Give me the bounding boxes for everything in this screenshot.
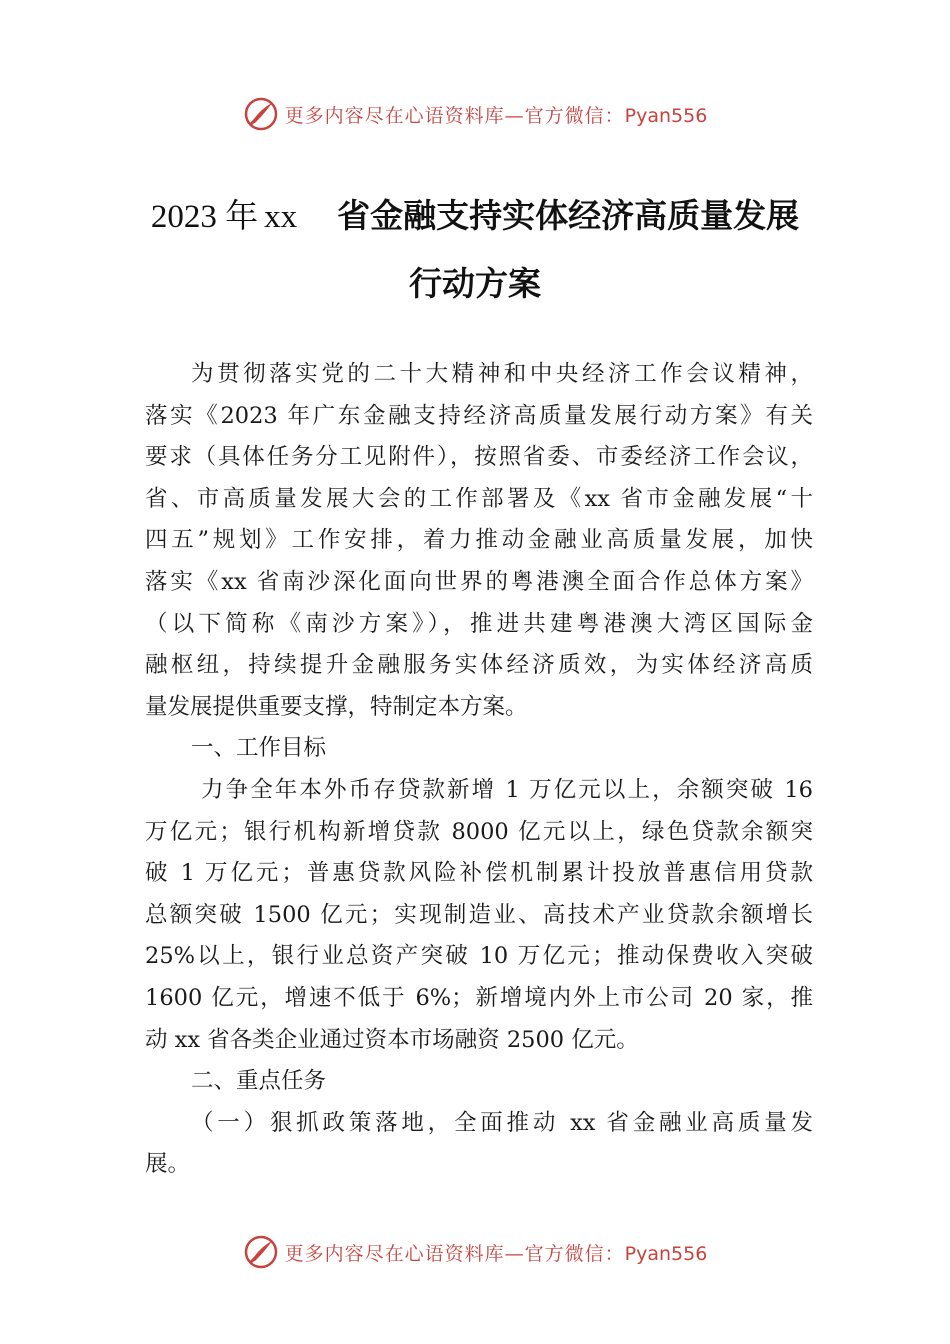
document-body [145,354,813,1186]
document-title-line2: 行动方案 [409,264,541,303]
paragraph-line: 1600 亿元，增速不低于 6%；新增境内外上市公司 20 家，推 [145,984,813,1011]
section-heading: 一、工作目标 [191,735,327,762]
paragraph-line: 要求（具体任务分工见附件），按照省委、市委经济工作会议， [145,444,813,471]
subsection-heading-line: 展。 [145,1151,191,1178]
header-banner [0,94,950,134]
paragraph-line: （以下简称《南沙方案》），推进共建粤港澳大湾区国际金 [145,610,813,637]
banner-text: 更多内容尽在心语资料库—官方微信：Pyan556 [284,104,708,127]
paragraph-line: 省、市高质量发展大会的工作部署及《xx 省市金融发展“十 [145,485,813,512]
document-title-line1 [0,190,950,237]
paragraph-line: 落实《2023 年广东金融支持经济高质量发展行动方案》有关 [145,402,813,429]
paragraph-line: 落实《xx 省南沙深化面向世界的粤港澳全面合作总体方案》 [145,568,813,595]
paragraph-line: 破 1 万亿元；普惠贷款风险补偿机制累计投放普惠信用贷款 [145,860,813,887]
title-main: 省金融支持实体经济高质量发展 [337,196,800,235]
paragraph-line: 量发展提供重要支撑，特制定本方案。 [145,693,528,720]
brush-logo-icon [243,96,279,132]
title-year: 2023 年 [150,199,259,235]
footer-banner [0,1232,950,1272]
brush-logo-icon [243,1234,279,1270]
paragraph-line: 力争全年本外币存贷款新增 1 万亿元以上，余额突破 16 [201,776,813,803]
paragraph-line: 融枢纽，持续提升金融服务实体经济质效，为实体经济高质 [145,652,813,679]
wechat-id: Pyan556 [624,104,708,127]
paragraph-line: 总额突破 1500 亿元；实现制造业、高技术产业贷款余额增长 [145,901,813,928]
subsection-heading-line: （一）狠抓政策落地，全面推动 xx 省金融业高质量发 [191,1109,813,1136]
title-placeholder: xx [264,199,298,235]
paragraph-line: 为贯彻落实党的二十大精神和中央经济工作会议精神， [191,361,813,387]
wechat-id: Pyan556 [624,1242,708,1265]
paragraph-line: 万亿元；银行机构新增贷款 8000 亿元以上，绿色贷款余额突 [145,818,813,845]
paragraph-line: 动 xx 省各类企业通过资本市场融资 2500 亿元。 [145,1026,639,1053]
section-heading: 二、重点任务 [191,1068,327,1095]
banner-text: 更多内容尽在心语资料库—官方微信：Pyan556 [284,1242,708,1265]
paragraph-line: 25%以上，银行业总资产突破 10 万亿元；推动保费收入突破 [145,943,813,970]
paragraph-line: 四五”规划》工作安排，着力推动金融业高质量发展，加快 [145,527,813,554]
